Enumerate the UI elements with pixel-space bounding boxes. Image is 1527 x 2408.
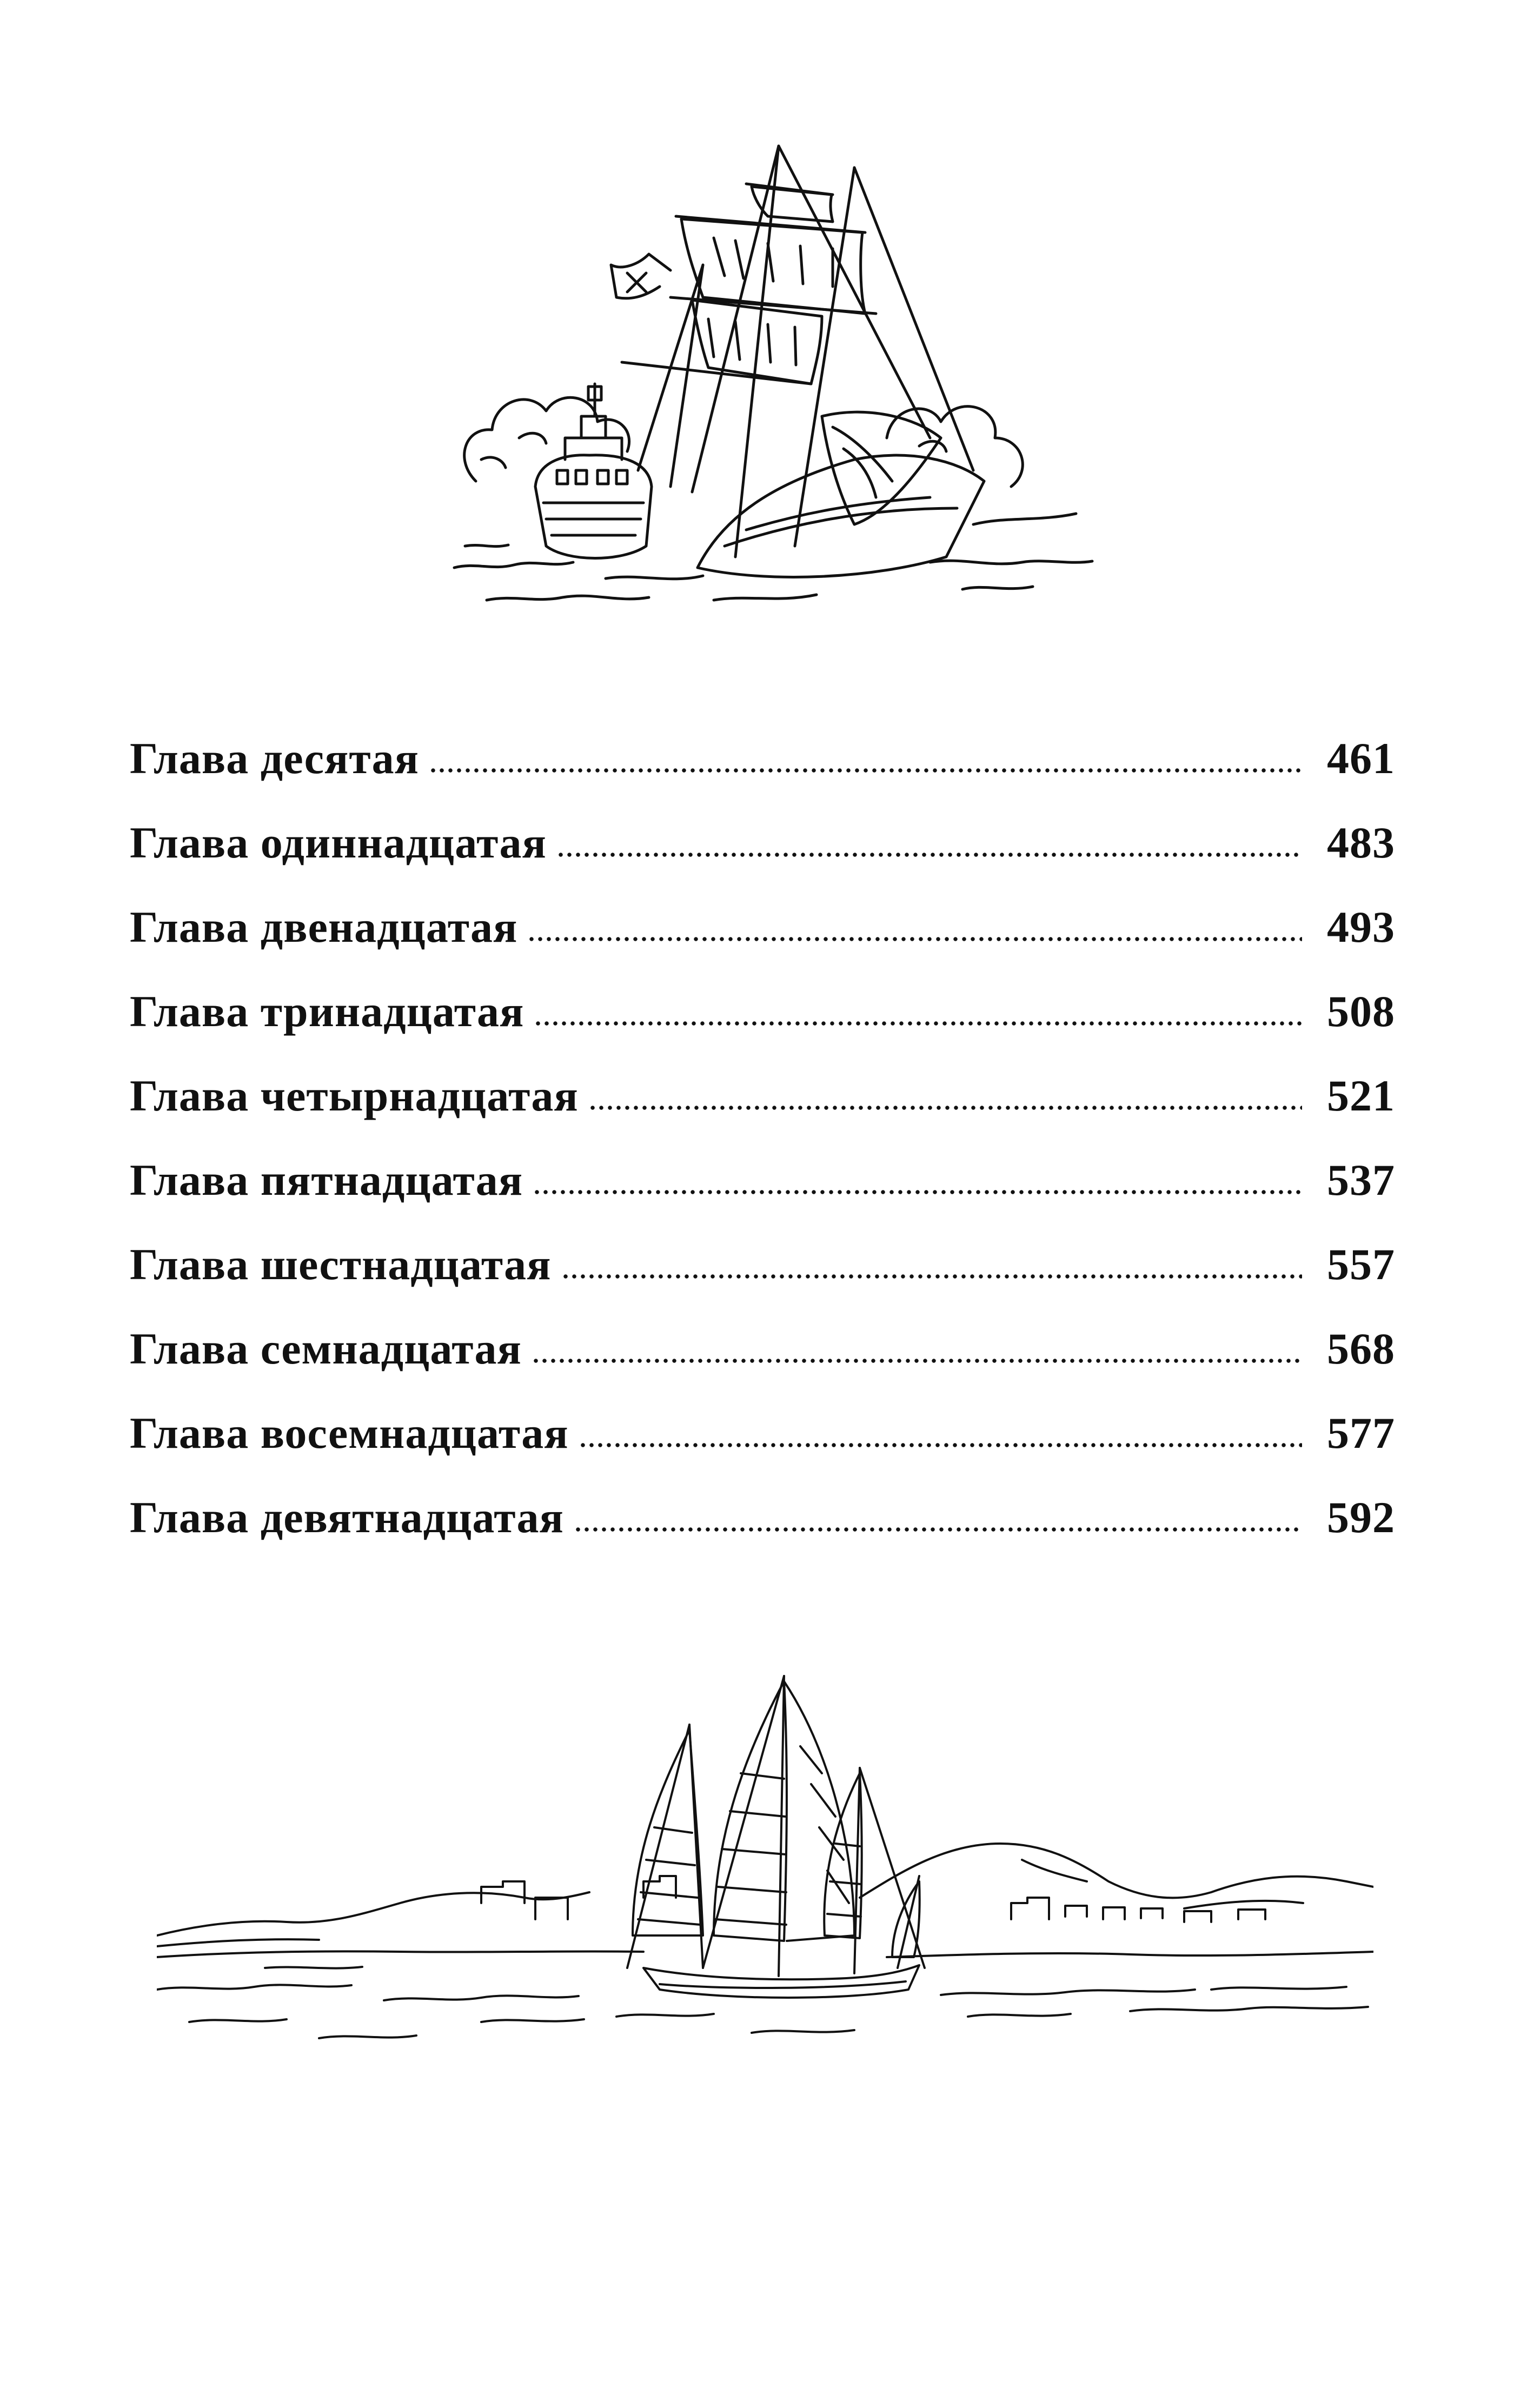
table-of-contents xyxy=(130,716,1395,1560)
toc-entry[interactable] xyxy=(130,1307,1395,1391)
toc-entry[interactable] xyxy=(130,1054,1395,1138)
dot-leader xyxy=(429,768,1302,773)
dot-leader xyxy=(561,1274,1302,1279)
toc-entry-title: Глава четырнадцатая xyxy=(130,1071,579,1120)
dot-leader xyxy=(527,936,1302,942)
toc-entry[interactable] xyxy=(130,801,1395,885)
toc-entry[interactable] xyxy=(130,969,1395,1054)
toc-entry-page: 568 xyxy=(1327,1324,1395,1373)
toc-entry[interactable] xyxy=(130,1138,1395,1222)
toc-entry[interactable] xyxy=(130,885,1395,969)
toc-entry-title: Глава восемнадцатая xyxy=(130,1408,569,1458)
dot-leader xyxy=(579,1442,1302,1448)
toc-entry[interactable] xyxy=(130,1475,1395,1560)
toc-entry-page: 483 xyxy=(1327,818,1395,867)
toc-entry-title: Глава пятнадцатая xyxy=(130,1155,523,1205)
toc-entry[interactable] xyxy=(130,1222,1395,1307)
toc-entry-page: 577 xyxy=(1327,1408,1395,1458)
toc-entry-title: Глава шестнадцатая xyxy=(130,1240,552,1289)
dot-leader xyxy=(533,1189,1302,1195)
toc-entry-title: Глава тринадцатая xyxy=(130,987,525,1036)
toc-entry-page: 508 xyxy=(1327,987,1395,1036)
toc-entry-page: 537 xyxy=(1327,1155,1395,1205)
coastal-ship-illustration xyxy=(157,1665,1373,2054)
dot-leader xyxy=(534,1021,1302,1026)
toc-entry-title: Глава девятнадцатая xyxy=(130,1493,564,1542)
toc-entry-title: Глава одиннадцатая xyxy=(130,818,547,867)
toc-entry-page: 557 xyxy=(1327,1240,1395,1289)
dot-leader xyxy=(532,1358,1302,1363)
toc-entry-title: Глава семнадцатая xyxy=(130,1324,522,1373)
toc-entry[interactable] xyxy=(130,1391,1395,1475)
dot-leader xyxy=(556,852,1302,857)
toc-entry-page: 493 xyxy=(1327,902,1395,952)
toc-entry[interactable] xyxy=(130,716,1395,801)
dot-leader xyxy=(574,1527,1302,1532)
toc-entry-page: 521 xyxy=(1327,1071,1395,1120)
toc-entry-page: 592 xyxy=(1327,1493,1395,1542)
dot-leader xyxy=(588,1105,1302,1110)
toc-entry-title: Глава десятая xyxy=(130,734,419,783)
toc-entry-page: 461 xyxy=(1327,734,1395,783)
sea-battle-illustration xyxy=(443,135,1103,611)
toc-entry-title: Глава двенадцатая xyxy=(130,902,518,952)
